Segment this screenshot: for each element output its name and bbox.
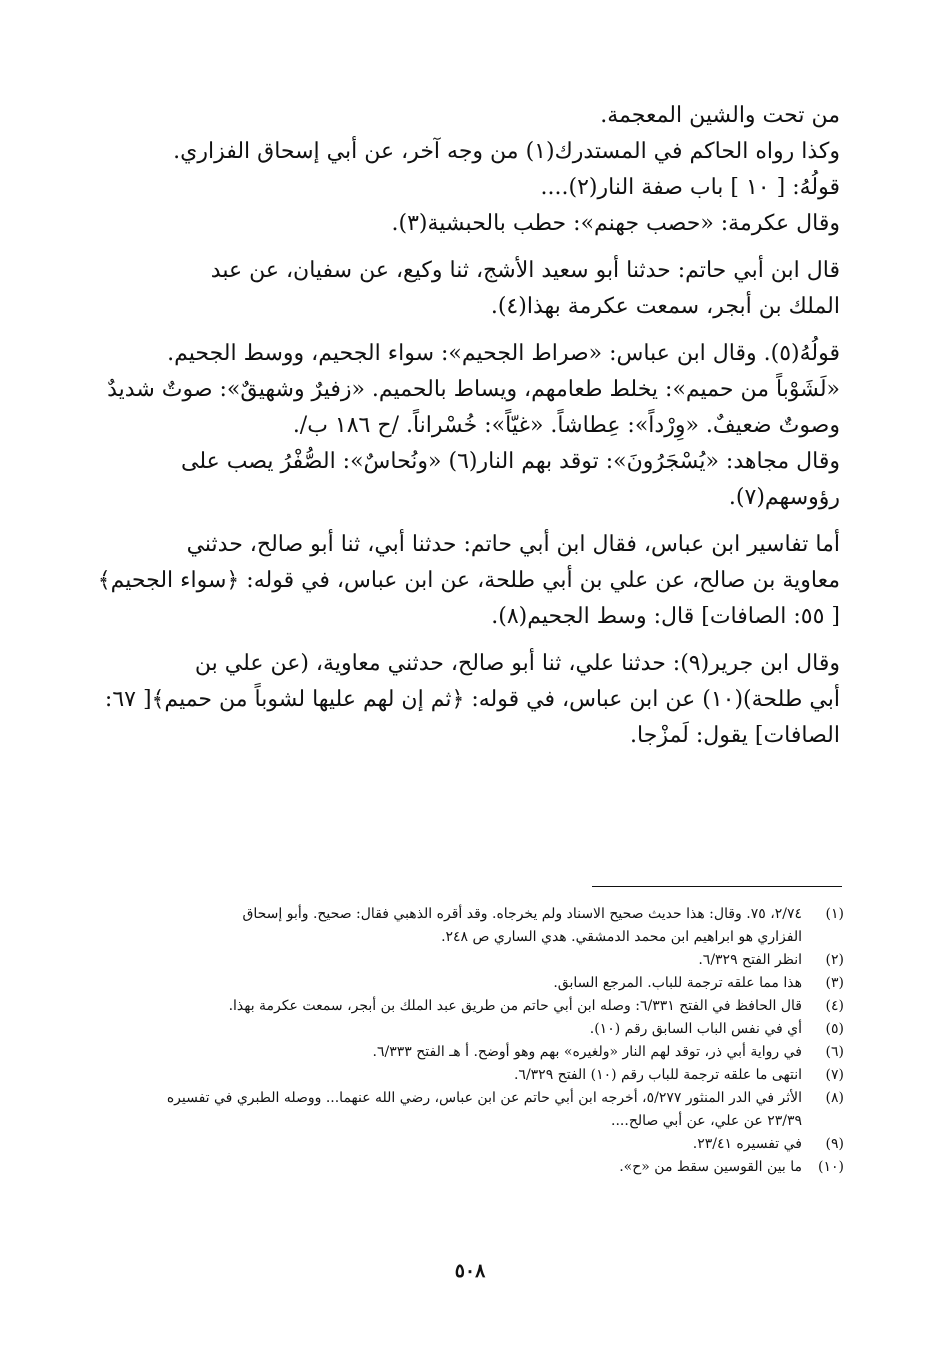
text-line: أبي طلحة)(١٠) عن ابن عباس، في قوله: ﴿ثم إن لهم عليها لشوباً من حميم﴾[ ٦٧: [104, 687, 840, 712]
text-line: الصافات] يقول: لَمزْجا. [630, 723, 840, 748]
footnote-number: (١٠) [818, 1159, 844, 1175]
footnote-text: قال الحافظ في الفتح ٦/٣٣١: وصله ابن أبي حاتم من طريق عبد الملك بن أبجر، سمعت عكرمة بهذا. [228, 998, 802, 1014]
footnote-number: (٥) [825, 1021, 844, 1037]
footnote [100, 1133, 844, 1156]
footnote [100, 903, 844, 949]
text-line: معاوية بن صالح، عن علي بن أبي طلحة، عن ابن عباس، في قوله: ﴿سواء الجحيم﴾ [97, 568, 840, 593]
footnote-text: ٢٣/٣٩ عن علي، عن أبي صالح.... [611, 1113, 802, 1129]
footnote [100, 972, 844, 995]
footnote [100, 1018, 844, 1041]
text-line: قولُهُ(٥). وقال ابن عباس: «صراط الجحيم»: سواء الجحيم، ووسط الجحيم. [167, 341, 840, 366]
footnote-text: الفزاري هو ابراهيم ابن محمد الدمشقي. هدي الساري ص ٢٤٨. [441, 929, 802, 945]
text-line: وقال مجاهد: «يُسْجَرُونَ»: توقد بهم النار(٦) «ونُحاسٌ»: الصُّفْرُ يصب على [180, 449, 840, 474]
footnote-number: (٧) [825, 1067, 844, 1083]
footnote-text: انتهى ما علقه ترجمة للباب رقم (١٠) الفتح ٦/٣٢٩. [513, 1067, 802, 1083]
text-line: [ ٥٥: الصافات] قال: وسط الجحيم(٨). [491, 604, 840, 629]
page-number: ٥٠٨ [454, 1260, 486, 1282]
footnote [100, 1156, 844, 1179]
footnote [100, 1087, 844, 1133]
text-line: «لَشَوْباً من حميم»: يخلط طعامهم، ويساط بالحميم. «زفيرٌ وشهيقٌ»: صوتٌ شديدٌ [107, 377, 840, 402]
text-line: الملك بن أبجر، سمعت عكرمة بهذا(٤). [490, 294, 840, 319]
footnote-text: في رواية أبي ذر، توقد لهم النار «ولغيره» بهم وهو أوضح. أ هـ الفتح ٦/٣٣٣. [372, 1044, 802, 1060]
footnote-number: (٨) [825, 1090, 844, 1106]
footnote [100, 995, 844, 1018]
footnote-text: أي في نفس الباب السابق رقم (١٠). [589, 1021, 802, 1037]
text-line: وقال عكرمة: «حصب جهنم»: حطب بالحبشية(٣). [391, 211, 840, 236]
footnote [100, 949, 844, 972]
footnote-number: (٦) [825, 1044, 844, 1060]
footnote-number: (٩) [825, 1136, 844, 1152]
footnote-text: انظر الفتح ٦/٣٢٩. [698, 952, 802, 968]
text-line: وصوتٌ ضعيفٌ. «وِرْداً»: عِطاشاً. «غيّاً»: خُسْراناً. /ح ١٨٦ ب/. [292, 413, 840, 438]
footnotes-block [100, 903, 844, 1179]
footnote-text: الأثر في الدر المنثور ٥/٢٧٧، أخرجه ابن أبي حاتم عن ابن عباس، رضي الله عنهما... ووصله الطبري في تفسيره [166, 1090, 802, 1106]
footnote [100, 1064, 844, 1087]
footnote-number: (٢) [825, 952, 844, 968]
footnote-divider [592, 886, 842, 887]
text-line: قولُهُ: [ ١٠ ] باب صفة النار(٢).... [540, 175, 840, 200]
main-text-block [96, 98, 840, 754]
footnote-text: هذا مما علقه ترجمة للباب. المرجع السابق. [553, 975, 802, 991]
footnote-number: (٣) [825, 975, 844, 991]
footnote [100, 1041, 844, 1064]
footnote-text: ما بين القوسين سقط من «ح». [619, 1159, 802, 1175]
footnote-number: (١) [825, 906, 844, 922]
text-line: من تحت والشين المعجمة. [600, 103, 840, 128]
text-line: وكذا رواه الحاكم في المستدرك(١) من وجه آخر، عن أبي إسحاق الفزاري. [173, 139, 840, 164]
text-line: أما تفاسير ابن عباس، فقال ابن أبي حاتم: حدثنا أبي، ثنا أبو صالح، حدثني [186, 532, 840, 557]
text-line: وقال ابن جرير(٩): حدثنا علي، ثنا أبو صالح، حدثني معاوية، (عن علي بن [194, 651, 840, 676]
text-line: قال ابن أبي حاتم: حدثنا أبو سعيد الأشج، ثنا وكيع، عن سفيان، عن عبد [210, 258, 840, 283]
footnote-text: ٢/٧٤، ٧٥. وقال: هذا حديث صحيح الاسناد ولم يخرجاه. وقد أقره الذهبي فقال: صحيح. وأبو إسحاق [242, 906, 802, 922]
footnote-number: (٤) [825, 998, 844, 1014]
text-line: رؤوسهم(٧). [728, 485, 840, 510]
footnote-text: في تفسيره ٢٣/٤١. [692, 1136, 802, 1152]
